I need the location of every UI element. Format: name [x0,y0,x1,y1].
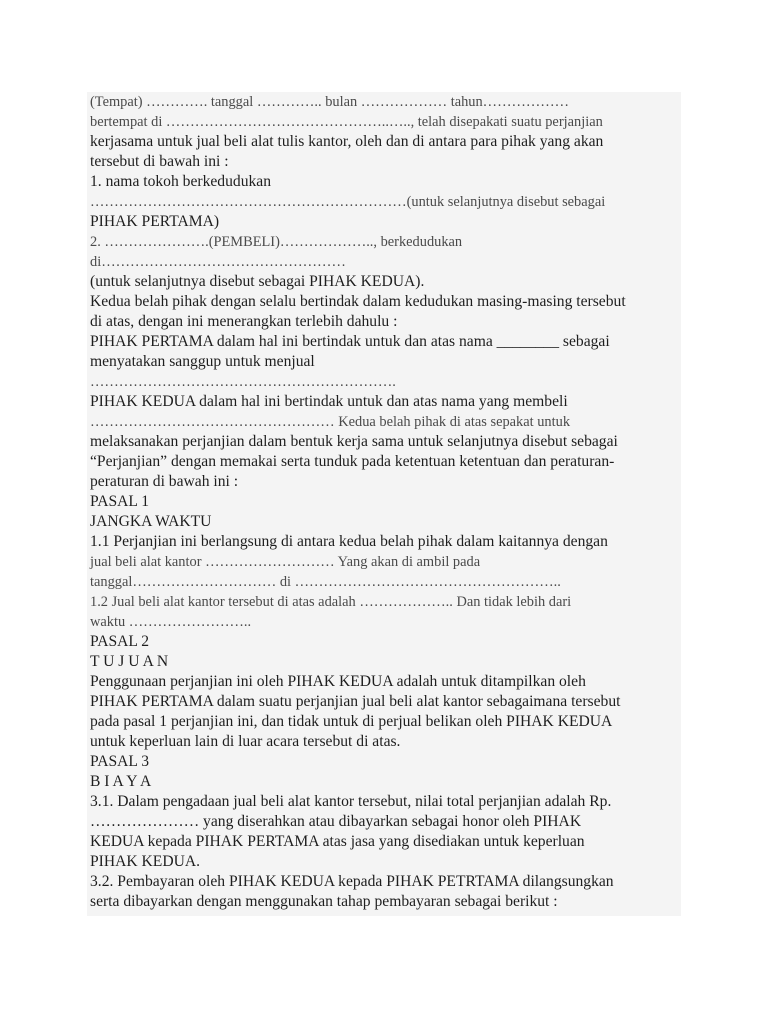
agreement-line: peraturan di bawah ini : [90,473,239,490]
first-party-statement-line: PIHAK PERTAMA dalam hal ini bertindak untuk dan atas nama ________ sebagai [90,333,610,350]
article-2-body-line: pada pasal 1 perjanjian ini, dan tidak untuk di perjual belikan oleh PIHAK KEDUA [90,713,613,730]
clause-3-1-line: ………………… yang diserahkan atau dibayarkan sebagai honor oleh PIHAK [90,813,582,830]
party-one-label: PIHAK PERTAMA) [90,213,220,230]
article-2-body-line: PIHAK PERTAMA dalam suatu perjanjian jual beli alat kantor sebagaimana tersebut [90,693,621,710]
clause-3-1-line: 3.1. Dalam pengadaan jual beli alat kantor tersebut, nilai total perjanjian adalah Rp. [90,793,612,810]
intro-line: tersebut di bawah ini : [90,153,229,170]
agreement-line: melaksanakan perjanjian dalam bentuk kerja sama untuk selanjutnya disebut sebagai [90,433,618,450]
article-2-body-line: Penggunaan perjanjian ini oleh PIHAK KEDUA adalah untuk ditampilkan oleh [90,673,586,690]
intro-place-date-line: (Tempat) …………. tanggal ………….. bulan ……………… tahun……………… [90,94,570,110]
agreement-line: “Perjanjian” dengan memakai serta tunduk pada ketentuan ketentuan dan peraturan- [90,453,615,470]
document-body [90,92,680,912]
document-page [87,92,681,916]
party-two-address-line: di…………………………………………… [90,254,346,270]
clause-3-2-line: serta dibayarkan dengan menggunakan tahap pembayaran sebagai berikut : [90,893,558,910]
second-party-blank-line: …………………………………………… Kedua belah pihak di atas sepakat untuk [90,414,571,430]
article-2-title: T U J U A N [90,653,169,670]
first-party-statement-line: menyatakan sanggup untuk menjual [90,353,315,370]
clause-1-1-date-line: tanggal………………………… di ……………………………………………….. [90,574,561,590]
intro-line: kerjasama untuk jual beli alat tulis kantor, oleh dan di antara para pihak yang akan [90,133,604,150]
party-two-label: (untuk selanjutnya disebut sebagai PIHAK KEDUA). [90,273,425,290]
second-party-statement-line: PIHAK KEDUA dalam hal ini bertindak untuk dan atas nama yang membeli [90,393,568,410]
article-3-title: B I A Y A [90,773,152,790]
party-one-line: 1. nama tokoh berkedudukan [90,173,272,190]
intro-location-line: bertempat di ………………………………………..….., telah disepakati suatu perjanjian [90,114,603,130]
party-two-line: 2. ………………….(PEMBELI)……………….., berkedudukan [90,234,463,250]
article-1-title: JANGKA WAKTU [90,513,212,530]
clause-1-2-line: 1.2 Jual beli alat kantor tersebut di atas adalah ……………….. Dan tidak lebih dari [90,594,572,610]
preamble-line: di atas, dengan ini menerangkan terlebih dahulu : [90,313,398,330]
clause-1-2-line: waktu …………………….. [90,614,252,630]
preamble-line: Kedua belah pihak dengan selalu bertindak dalam kedudukan masing-masing tersebut [90,293,626,310]
article-2-body-line: untuk keperluan lain di luar acara tersebut di atas. [90,733,401,750]
article-2-heading: PASAL 2 [90,633,150,650]
clause-1-1-line: jual beli alat kantor ……………………… Yang akan di ambil pada [90,554,481,570]
clause-3-1-line: KEDUA kepada PIHAK PERTAMA atas jasa yang disediakan untuk keperluan [90,833,585,850]
party-one-blank-line: …………………………………………………………(untuk selanjutnya disebut sebagai [90,194,606,210]
clause-1-1-line: 1.1 Perjanjian ini berlangsung di antara kedua belah pihak dalam kaitannya dengan [90,533,608,550]
clause-3-2-line: 3.2. Pembayaran oleh PIHAK KEDUA kepada PIHAK PETRTAMA dilangsungkan [90,873,614,890]
clause-3-1-line: PIHAK KEDUA. [90,853,201,870]
article-1-heading: PASAL 1 [90,493,150,510]
first-party-blank-line: ………………………………………………………. [90,374,396,390]
article-3-heading: PASAL 3 [90,753,150,770]
